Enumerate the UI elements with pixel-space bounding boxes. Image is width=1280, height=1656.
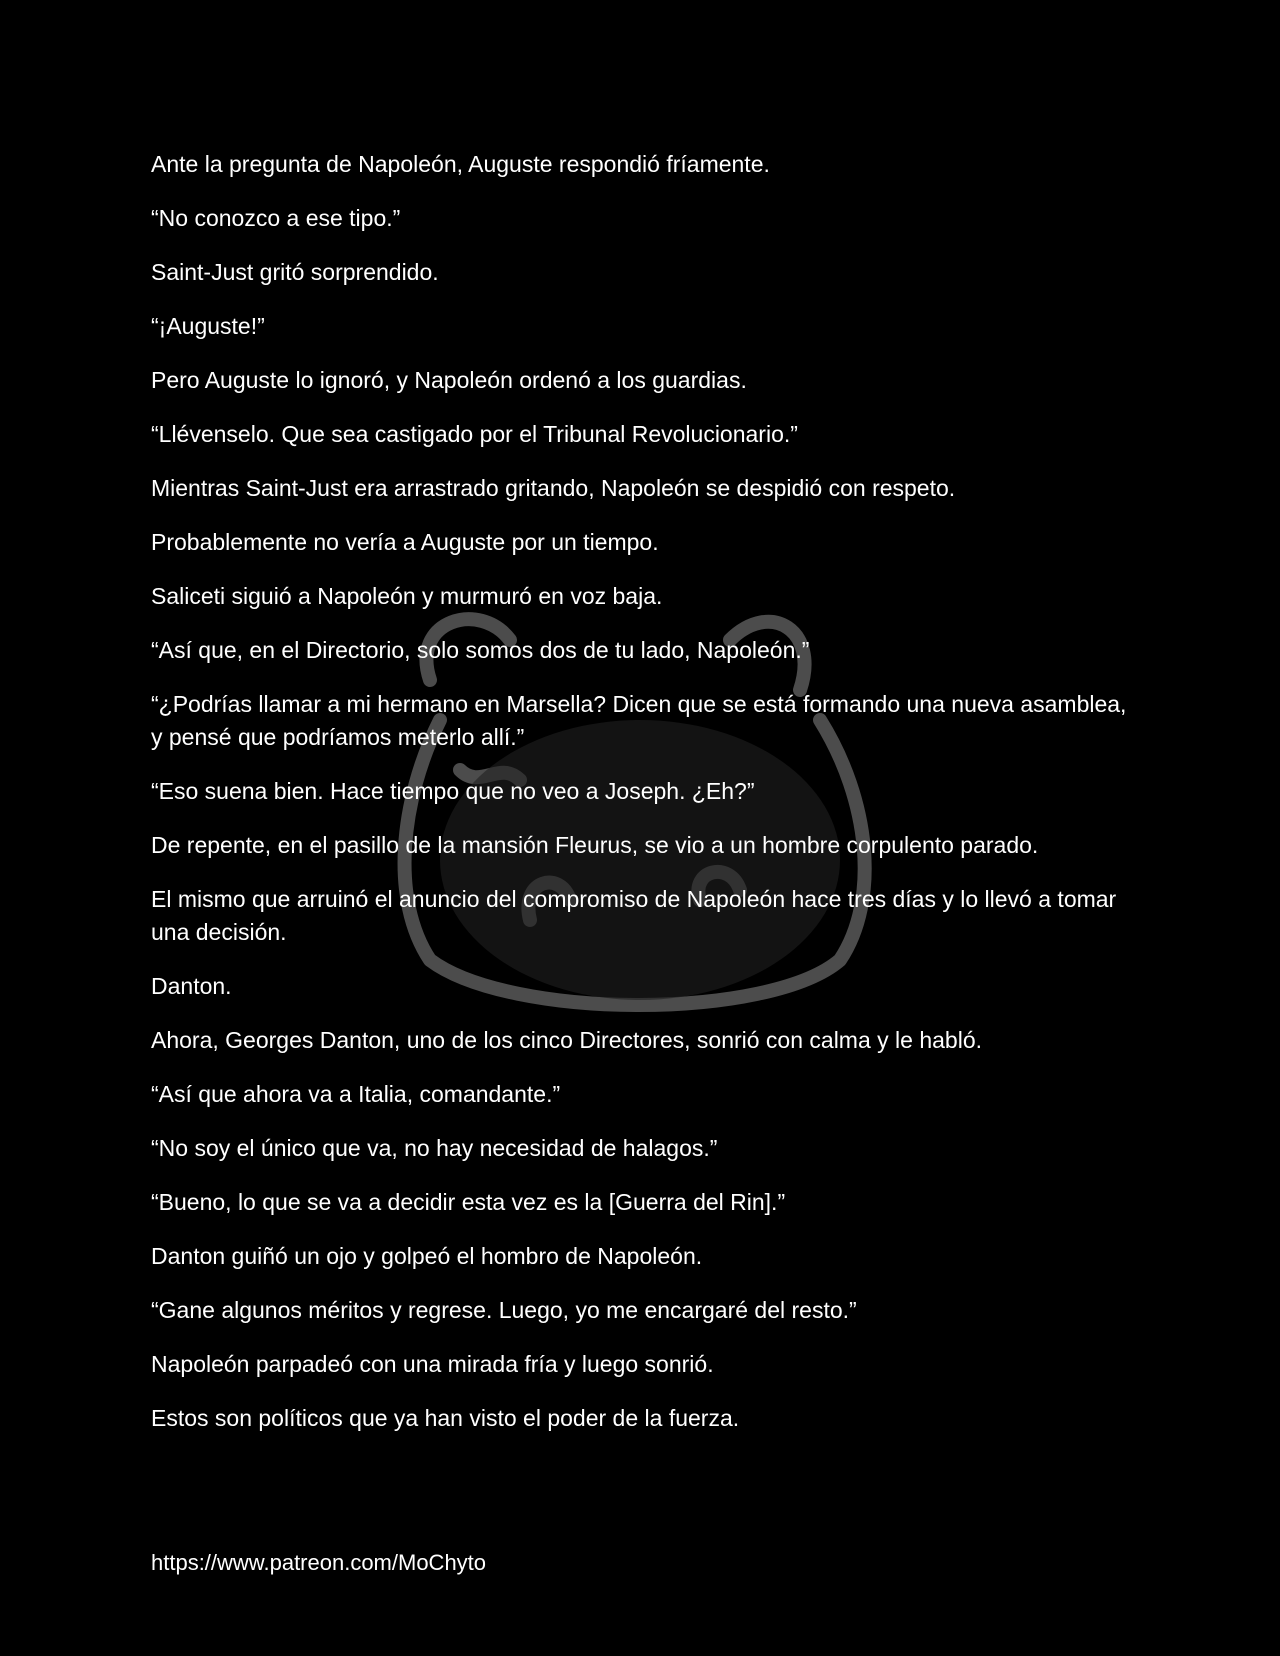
paragraph: “Eso suena bien. Hace tiempo que no veo a Joseph. ¿Eh?” [151, 778, 755, 804]
paragraph: Ahora, Georges Danton, uno de los cinco Directores, sonrió con calma y le habló. [151, 1027, 982, 1053]
paragraph: “Bueno, lo que se va a decidir esta vez es la [Guerra del Rin].” [151, 1189, 786, 1215]
paragraph: Danton. [151, 973, 232, 999]
paragraph: Saint-Just gritó sorprendido. [151, 259, 439, 285]
paragraph: Mientras Saint-Just era arrastrado gritando, Napoleón se despidió con respeto. [151, 475, 956, 501]
paragraph: “Gane algunos méritos y regrese. Luego, yo me encargaré del resto.” [151, 1297, 857, 1323]
paragraph: “No conozco a ese tipo.” [151, 205, 401, 231]
paragraph: De repente, en el pasillo de la mansión Fleurus, se vio a un hombre corpulento parado. [151, 832, 1039, 858]
story-text [151, 148, 1141, 1456]
paragraph: “Llévenselo. Que sea castigado por el Tribunal Revolucionario.” [151, 421, 798, 447]
paragraph: Probablemente no vería a Auguste por un tiempo. [151, 529, 659, 555]
paragraph: Estos son políticos que ya han visto el poder de la fuerza. [151, 1405, 740, 1431]
paragraph: El mismo que arruinó el anuncio del compromiso de Napoleón hace tres días y lo llevó a tomar una decisión. [151, 886, 1117, 945]
paragraph: Pero Auguste lo ignoró, y Napoleón ordenó a los guardias. [151, 367, 747, 393]
paragraph: Ante la pregunta de Napoleón, Auguste respondió fríamente. [151, 151, 770, 177]
paragraph: “Así que ahora va a Italia, comandante.” [151, 1081, 561, 1107]
paragraph: “¿Podrías llamar a mi hermano en Marsella? Dicen que se está formando una nueva asamblea, y pensé que podríamos meterlo allí.” [151, 691, 1127, 750]
paragraph: “Así que, en el Directorio, solo somos dos de tu lado, Napoleón.” [151, 637, 810, 663]
patreon-link[interactable]: https://www.patreon.com/MoChyto [151, 1550, 487, 1575]
paragraph: Napoleón parpadeó con una mirada fría y luego sonrió. [151, 1351, 714, 1377]
paragraph: Saliceti siguió a Napoleón y murmuró en voz baja. [151, 583, 663, 609]
paragraph: “¡Auguste!” [151, 313, 265, 339]
paragraph: Danton guiñó un ojo y golpeó el hombro de Napoleón. [151, 1243, 703, 1269]
paragraph: “No soy el único que va, no hay necesidad de halagos.” [151, 1135, 718, 1161]
